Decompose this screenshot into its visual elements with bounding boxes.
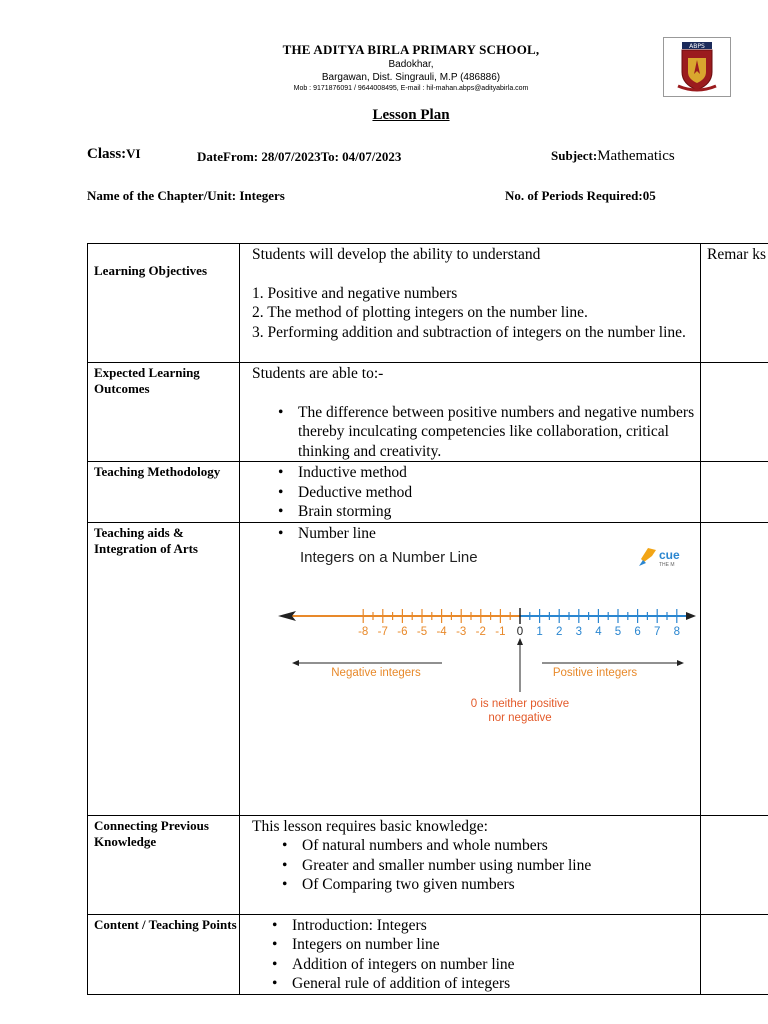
remarks-cell — [701, 815, 768, 914]
tick-label: 3 — [575, 626, 583, 638]
row-label: Teaching Methodology — [88, 462, 240, 523]
row-expected-outcomes — [88, 363, 768, 462]
positive-arrowhead — [677, 660, 684, 666]
content-cell — [240, 914, 701, 994]
periods-field: No. of Periods Required:05 — [505, 188, 656, 203]
row-learning-objectives — [88, 244, 768, 363]
school-name: THE ADITYA BIRLA PRIMARY SCHOOL, — [282, 42, 540, 57]
outcomes-list — [252, 403, 700, 462]
lesson-plan-table — [87, 243, 768, 995]
row-teaching-aids — [88, 522, 768, 815]
row-label: Connecting Previous Knowledge — [88, 815, 240, 914]
objective-item: 3. Performing addition and subtraction of integers on the number line. — [252, 323, 686, 341]
figure-title: Integers on a Number Line — [300, 549, 478, 566]
chapter-value: : Integers — [231, 188, 285, 203]
row-teaching-methodology — [88, 462, 768, 523]
list-item: • The difference between positive numbers and negative numbers thereby inculcating competencies like collaboration, critical thinking and creativity. — [298, 403, 700, 462]
axis-group — [278, 608, 696, 692]
list-item: • Number line — [298, 524, 700, 544]
row-label: Expected Learning Outcomes — [88, 363, 240, 462]
logo-text: ABPS — [689, 43, 705, 50]
methodology-cell — [240, 462, 701, 523]
zero-note-2: nor negative — [488, 712, 552, 724]
tick-label: 1 — [536, 626, 543, 638]
list-item: • Of Comparing two given numbers — [302, 875, 700, 895]
subject-label: Subject: — [551, 148, 598, 163]
previous-cell — [240, 815, 701, 914]
tick-label: 6 — [634, 626, 641, 638]
list-item: • Inductive method — [298, 463, 700, 483]
methodology-list — [252, 463, 700, 522]
list-item: • Greater and smaller number using number line — [302, 856, 700, 876]
address-line-1: Badokhar, — [388, 59, 434, 70]
brand-name: cue — [659, 548, 680, 562]
chapter-field — [87, 188, 285, 204]
previous-intro: This lesson requires basic knowledge: — [252, 817, 488, 835]
outcomes-cell — [240, 363, 701, 462]
tick-label: -4 — [436, 626, 447, 638]
tick-label: 8 — [673, 626, 681, 638]
negative-label: Negative integers — [331, 667, 421, 679]
objective-item: 2. The method of plotting integers on the number line. — [252, 304, 588, 321]
negative-arrowhead — [292, 660, 299, 666]
row-label: Learning Objectives — [88, 244, 240, 363]
brand-sub: THE M — [659, 562, 675, 568]
remarks-header: Remar ks — [701, 244, 768, 363]
remarks-cell — [701, 914, 768, 994]
list-item: • Introduction: Integers — [292, 916, 700, 936]
class-value: VI — [126, 146, 141, 161]
contact-line: Mob : 9171876091 / 9644008495, E-mail : hil-mahan.abps@adityabirla.com — [293, 85, 529, 92]
tick-label: -5 — [416, 626, 428, 638]
remarks-cell — [701, 363, 768, 462]
school-logo — [663, 37, 731, 97]
page-title: Lesson Plan — [372, 107, 450, 123]
row-label: Content / Teaching Points — [88, 914, 240, 994]
tick-label: 7 — [653, 626, 661, 638]
tick-label: 2 — [555, 626, 563, 638]
objectives-intro: Students will develop the ability to understand — [252, 246, 541, 263]
list-item: • Of natural numbers and whole numbers — [302, 836, 700, 856]
zero-pointer-head — [517, 638, 523, 645]
zero-note-1: 0 is neither positive — [470, 698, 570, 710]
content-list — [252, 916, 700, 994]
positive-label: Positive integers — [552, 667, 638, 679]
list-item: • Brain storming — [298, 502, 700, 522]
outcomes-intro: Students are able to:- — [252, 365, 384, 382]
labels-group — [331, 667, 637, 724]
aids-cell — [240, 522, 701, 815]
tick-label: -8 — [358, 626, 369, 638]
chapter-label: Name of the Chapter/Unit — [87, 188, 232, 203]
tick-label: -6 — [397, 626, 408, 638]
list-item: • Addition of integers on number line — [292, 955, 700, 975]
previous-list — [252, 836, 700, 895]
tick-label: 4 — [595, 626, 602, 638]
row-label: Teaching aids & Integration of Arts — [88, 522, 240, 815]
list-item: • General rule of addition of integers — [292, 974, 700, 994]
list-item: • Integers on number line — [292, 935, 700, 955]
right-arrowhead — [686, 612, 696, 620]
subject-field — [551, 148, 675, 165]
objective-item: 1. Positive and negative numbers — [252, 284, 458, 302]
aids-list — [252, 524, 700, 544]
remarks-cell — [701, 522, 768, 815]
rocket-icon — [641, 548, 656, 562]
row-previous-knowledge — [88, 815, 768, 914]
remarks-cell — [701, 462, 768, 523]
number-line-figure — [256, 546, 696, 726]
tick-label: -7 — [377, 626, 388, 638]
tick-label: -1 — [495, 626, 506, 638]
tick-label-zero: 0 — [516, 626, 524, 638]
subject-value: Mathematics — [597, 148, 675, 164]
list-item: • Deductive method — [298, 483, 700, 503]
tick-label: 5 — [614, 626, 622, 638]
tick-label: -2 — [475, 626, 486, 638]
class-field — [87, 146, 141, 163]
date-field: DateFrom: 28/07/2023To: 04/07/2023 — [197, 149, 402, 164]
class-label: Class: — [87, 146, 127, 162]
row-content-points — [88, 914, 768, 994]
address-line-2: Bargawan, Dist. Singrauli, M.P (486886) — [321, 72, 501, 83]
objectives-cell — [240, 244, 701, 363]
tick-label: -3 — [456, 626, 467, 638]
